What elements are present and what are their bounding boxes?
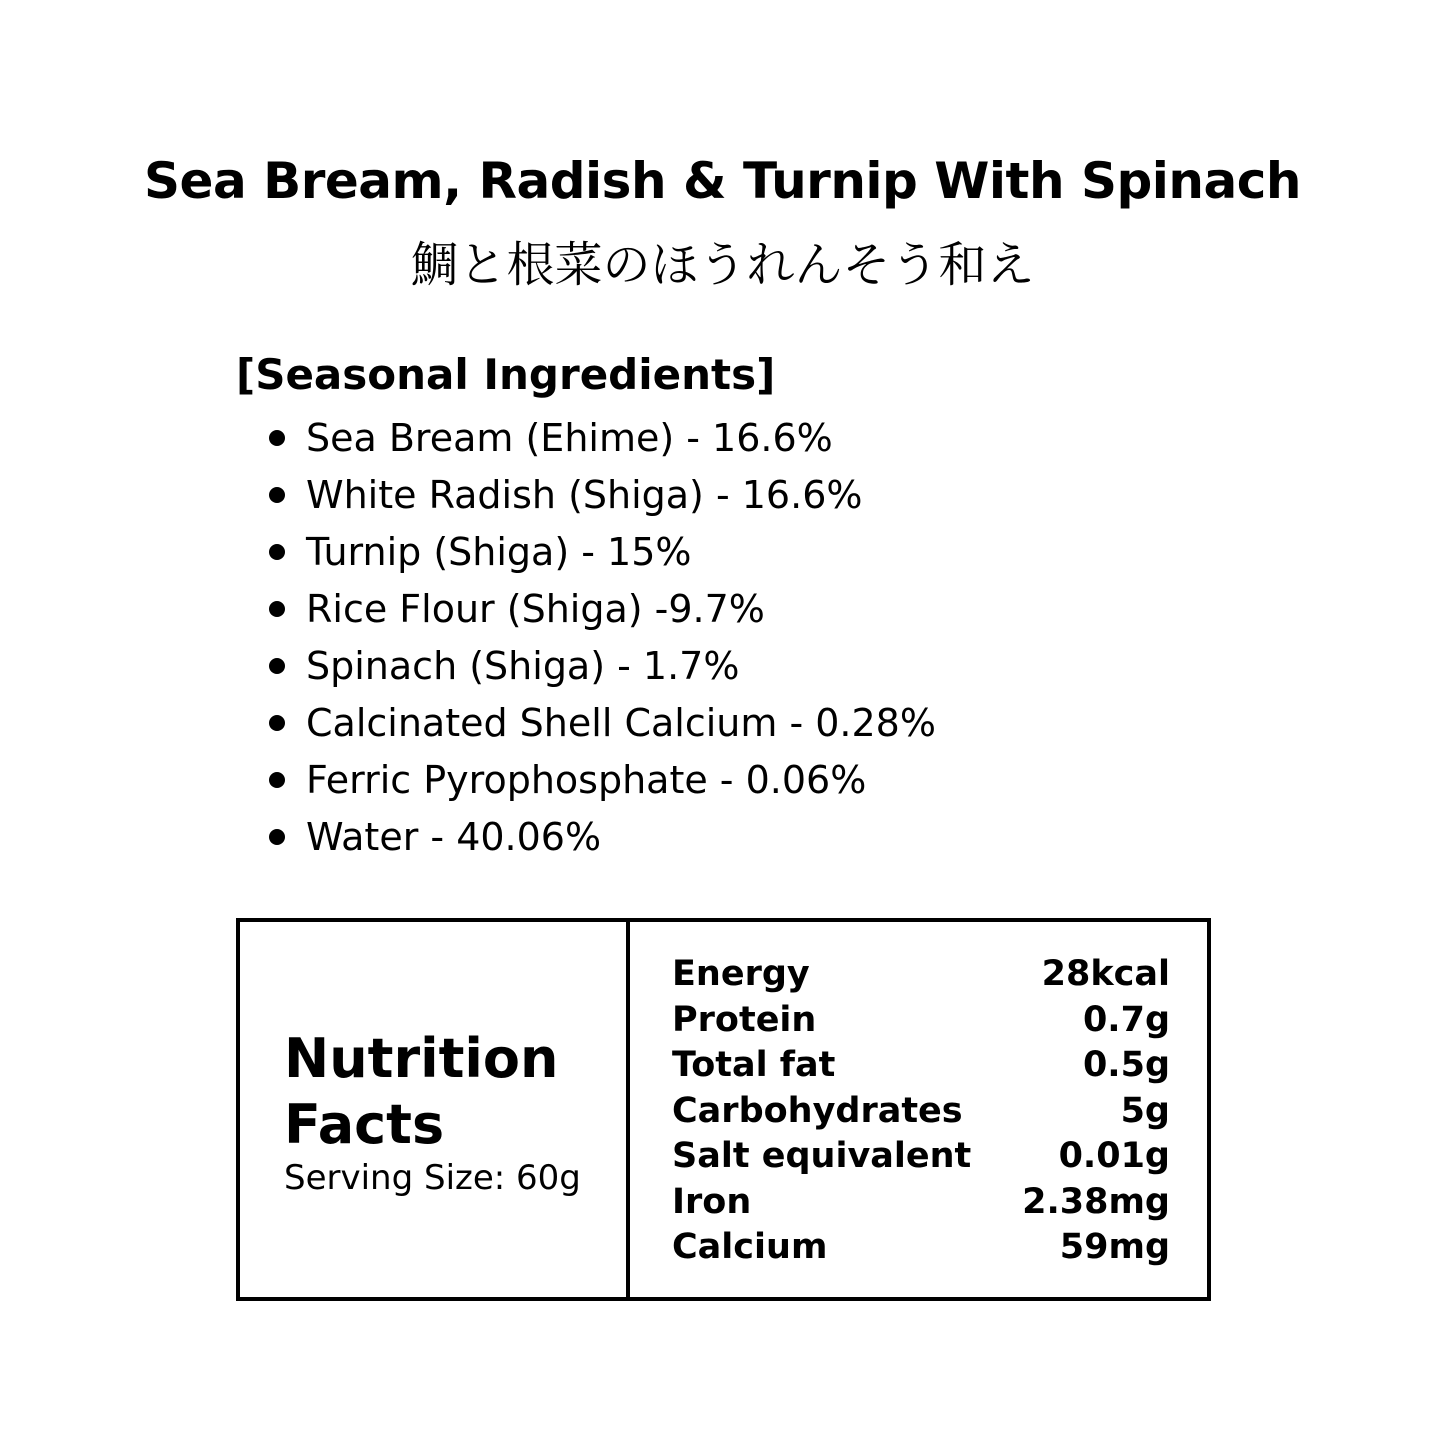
- ingredients-heading: [Seasonal Ingredients]: [236, 350, 776, 399]
- bullet-icon: [269, 601, 285, 617]
- bullet-icon: [269, 487, 285, 503]
- nutrition-label: Protein: [672, 999, 817, 1040]
- nutrition-row-protein: [672, 998, 1170, 1044]
- ingredient-item: [266, 581, 936, 638]
- ingredient-item: [266, 524, 936, 581]
- ingredient-item: [266, 809, 936, 866]
- bullet-icon: [269, 715, 285, 731]
- nutrition-row-total-fat: [672, 1043, 1170, 1089]
- page-title: Sea Bream, Radish & Turnip With Spinach: [144, 152, 1301, 210]
- bullet-icon: [269, 829, 285, 845]
- ingredient-item: [266, 752, 936, 809]
- nutrition-title: Nutrition Facts: [284, 1027, 559, 1156]
- nutrition-row-carbohydrates: [672, 1089, 1170, 1135]
- bullet-icon: [269, 658, 285, 674]
- ingredient-item: [266, 467, 936, 524]
- ingredient-text: Spinach (Shiga) - 1.7%: [306, 644, 740, 688]
- ingredient-text: Calcinated Shell Calcium - 0.28%: [306, 701, 936, 745]
- ingredients-list: [266, 410, 936, 866]
- ingredient-text: Turnip (Shiga) - 15%: [306, 530, 692, 574]
- nutrition-value: 59mg: [1059, 1227, 1170, 1267]
- nutrition-label: Calcium: [672, 1227, 828, 1267]
- nutrition-value: 0.7g: [1082, 999, 1170, 1040]
- nutrition-label: Iron: [672, 1181, 752, 1222]
- nutrition-value: 2.38mg: [1022, 1181, 1170, 1222]
- nutrition-value: 28kcal: [1041, 954, 1170, 994]
- nutrition-row-energy: [672, 952, 1170, 998]
- ingredient-text: White Radish (Shiga) - 16.6%: [306, 473, 863, 517]
- nutrition-divider: [626, 922, 630, 1297]
- bullet-icon: [269, 430, 285, 446]
- nutrition-row-calcium: [672, 1225, 1170, 1271]
- page-subtitle-japanese: 鯛と根菜のほうれんそう和え: [410, 237, 1035, 293]
- nutrition-table: [672, 952, 1170, 1271]
- nutrition-label: Salt equivalent: [672, 1136, 972, 1176]
- ingredient-text: Sea Bream (Ehime) - 16.6%: [306, 416, 833, 460]
- nutrition-label: Total fat: [672, 1045, 836, 1085]
- nutrition-row-salt: [672, 1134, 1170, 1180]
- ingredient-text: Water - 40.06%: [306, 815, 602, 859]
- nutrition-value: 5g: [1120, 1090, 1170, 1131]
- nutrition-label: Carbohydrates: [672, 1090, 963, 1131]
- nutrition-value: 0.01g: [1058, 1136, 1170, 1176]
- nutrition-label: Energy: [672, 954, 810, 994]
- ingredient-item: [266, 695, 936, 752]
- nutrition-row-iron: [672, 1180, 1170, 1226]
- nutrition-value: 0.5g: [1082, 1045, 1170, 1085]
- nutrition-facts-box: [236, 918, 1211, 1301]
- ingredient-item: [266, 638, 936, 695]
- ingredient-item: [266, 410, 936, 467]
- serving-size: Serving Size: 60g: [284, 1158, 581, 1198]
- ingredient-text: Ferric Pyrophosphate - 0.06%: [306, 758, 867, 802]
- bullet-icon: [269, 544, 285, 560]
- ingredient-text: Rice Flour (Shiga) -9.7%: [306, 587, 765, 631]
- bullet-icon: [269, 772, 285, 788]
